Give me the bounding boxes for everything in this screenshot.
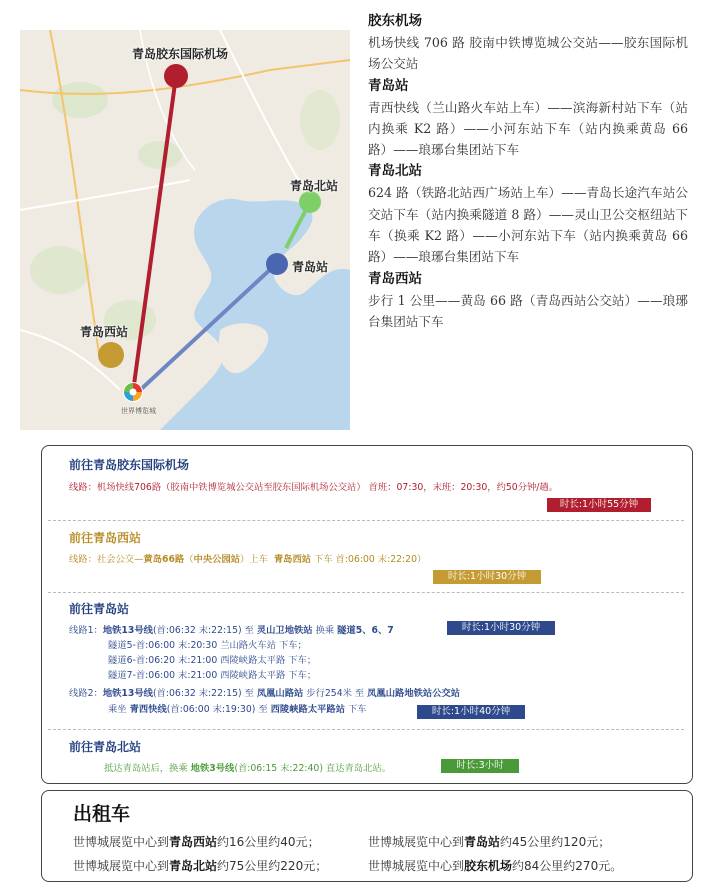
west-route-line-text: 线路：社会公交—黄岛66路（中央公园站）上车 青岛西站 下车 首:06:00 末:22:20） xyxy=(69,554,427,565)
expo-label: 世界博览城 xyxy=(121,407,156,415)
section-divider xyxy=(48,520,684,521)
route-lines xyxy=(20,30,350,430)
tunnel6-line-text: 隧道6-首:06:20 末:21:00 西陵峡路太平路 下车； xyxy=(108,655,317,666)
route-title: 胶东机场 xyxy=(368,13,422,29)
main-route1-line-text: 线路1：地铁13号线(首:06:32 末:22:15) 至 灵山卫地铁站 换乘 隧道5、6、7 xyxy=(69,625,394,636)
route-body: 青西快线（兰山路火车站上车）——滨海新村站下车（站内换乘 K2 路）——小河东站下车（站内换乘黄岛 66 路）——琅琊台集团站下车 xyxy=(368,99,688,158)
north-section-title: 前往青岛北站 xyxy=(69,740,142,754)
west-station-label: 青岛西站 xyxy=(80,325,129,339)
main-station-marker xyxy=(266,253,288,275)
main-route2-transfer-text: 乘坐 青西快线(首:06:00 末:19:30) 至 西陵峡路太平路站 下车 xyxy=(108,704,367,715)
route-title: 青岛北站 xyxy=(368,163,422,180)
north-station-label: 青岛北站 xyxy=(290,179,339,193)
taxi-row-west: 世博城展览中心到青岛西站约16公里约40元； xyxy=(73,835,320,849)
west-duration-badge: 时长:1小时30分钟 xyxy=(433,570,541,584)
main-section-title: 前往青岛站 xyxy=(69,602,130,616)
route-body: 机场快线 706 路 胶南中铁博览城公交站——胶东国际机场公交站 xyxy=(368,35,688,72)
transit-info-box xyxy=(41,445,693,784)
route-descriptions xyxy=(368,11,688,333)
tunnel7-line-text: 隧道7-首:06:00 末:21:00 西陵峡路太平路 下车； xyxy=(108,670,317,681)
taxi-row-airport: 世博城展览中心到胶东机场约84公里约270元。 xyxy=(368,859,623,873)
airport-marker xyxy=(164,64,188,88)
route-title: 青岛西站 xyxy=(368,270,422,287)
airport-route-line-text: 线路：机场快线706路（胶南中铁博览城公交站至胶东国际机场公交站） 首班：07:30，末班：20:30，约50分钟/趟。 xyxy=(69,482,559,493)
taxi-row-main: 世博城展览中心到青岛站约45公里约120元； xyxy=(368,835,611,849)
main-route-line xyxy=(138,265,275,392)
north-station-marker xyxy=(299,191,321,213)
main-route2-line-text: 线路2：地铁13号线(首:06:32 末:22:15) 至 凤凰山路站 步行254米 至 凤凰山路地铁站公交站 xyxy=(69,688,461,699)
west-station-marker xyxy=(98,342,124,368)
main-station-label: 青岛站 xyxy=(292,260,329,274)
main-route2-duration-badge: 时长:1小时40分钟 xyxy=(417,705,525,719)
route-main-station xyxy=(368,76,688,161)
airport-section-title: 前往青岛胶东国际机场 xyxy=(69,458,190,472)
route-body: 步行 1 公里——黄岛 66 路（青岛西站公交站）——琅琊台集团站下车 xyxy=(368,292,688,329)
north-route-line-text: 抵达青岛站后，换乘 地铁3号线(首:06:15 末:22:40) 直达青岛北站。 xyxy=(104,763,391,774)
route-body: 624 路（铁路北站西广场站上车）——青岛长途汽车站公交站下车（站内换乘隧道 8 路）——灵山卫公交枢纽站下车（换乘 K2 路）——小河东站下车（站内换乘黄岛 66 路）——琅琊台集团站下车 xyxy=(368,185,688,265)
route-west-station xyxy=(368,269,688,333)
airport-duration-badge: 时长:1小时55分钟 xyxy=(547,498,651,512)
taxi-title: 出租车 xyxy=(73,803,131,825)
section-divider xyxy=(48,592,684,593)
tunnel5-line-text: 隧道5-首:06:00 末:20:30 兰山路火车站 下车； xyxy=(108,640,307,651)
taxi-info-box xyxy=(41,790,693,882)
taxi-row-north: 世博城展览中心到青岛北站约75公里约220元； xyxy=(73,859,328,873)
west-section-title: 前往青岛西站 xyxy=(69,531,142,545)
route-title: 青岛站 xyxy=(368,77,409,94)
airport-route-line xyxy=(133,76,176,392)
main-route1-duration-badge: 时长:1小时30分钟 xyxy=(447,621,555,635)
expo-logo-icon xyxy=(123,382,143,402)
north-duration-badge: 时长:3小时 xyxy=(441,759,519,773)
route-north-station xyxy=(368,161,688,267)
route-airport xyxy=(368,11,688,75)
route-map xyxy=(20,30,350,430)
airport-label: 青岛胶东国际机场 xyxy=(132,47,229,61)
section-divider xyxy=(48,729,684,730)
